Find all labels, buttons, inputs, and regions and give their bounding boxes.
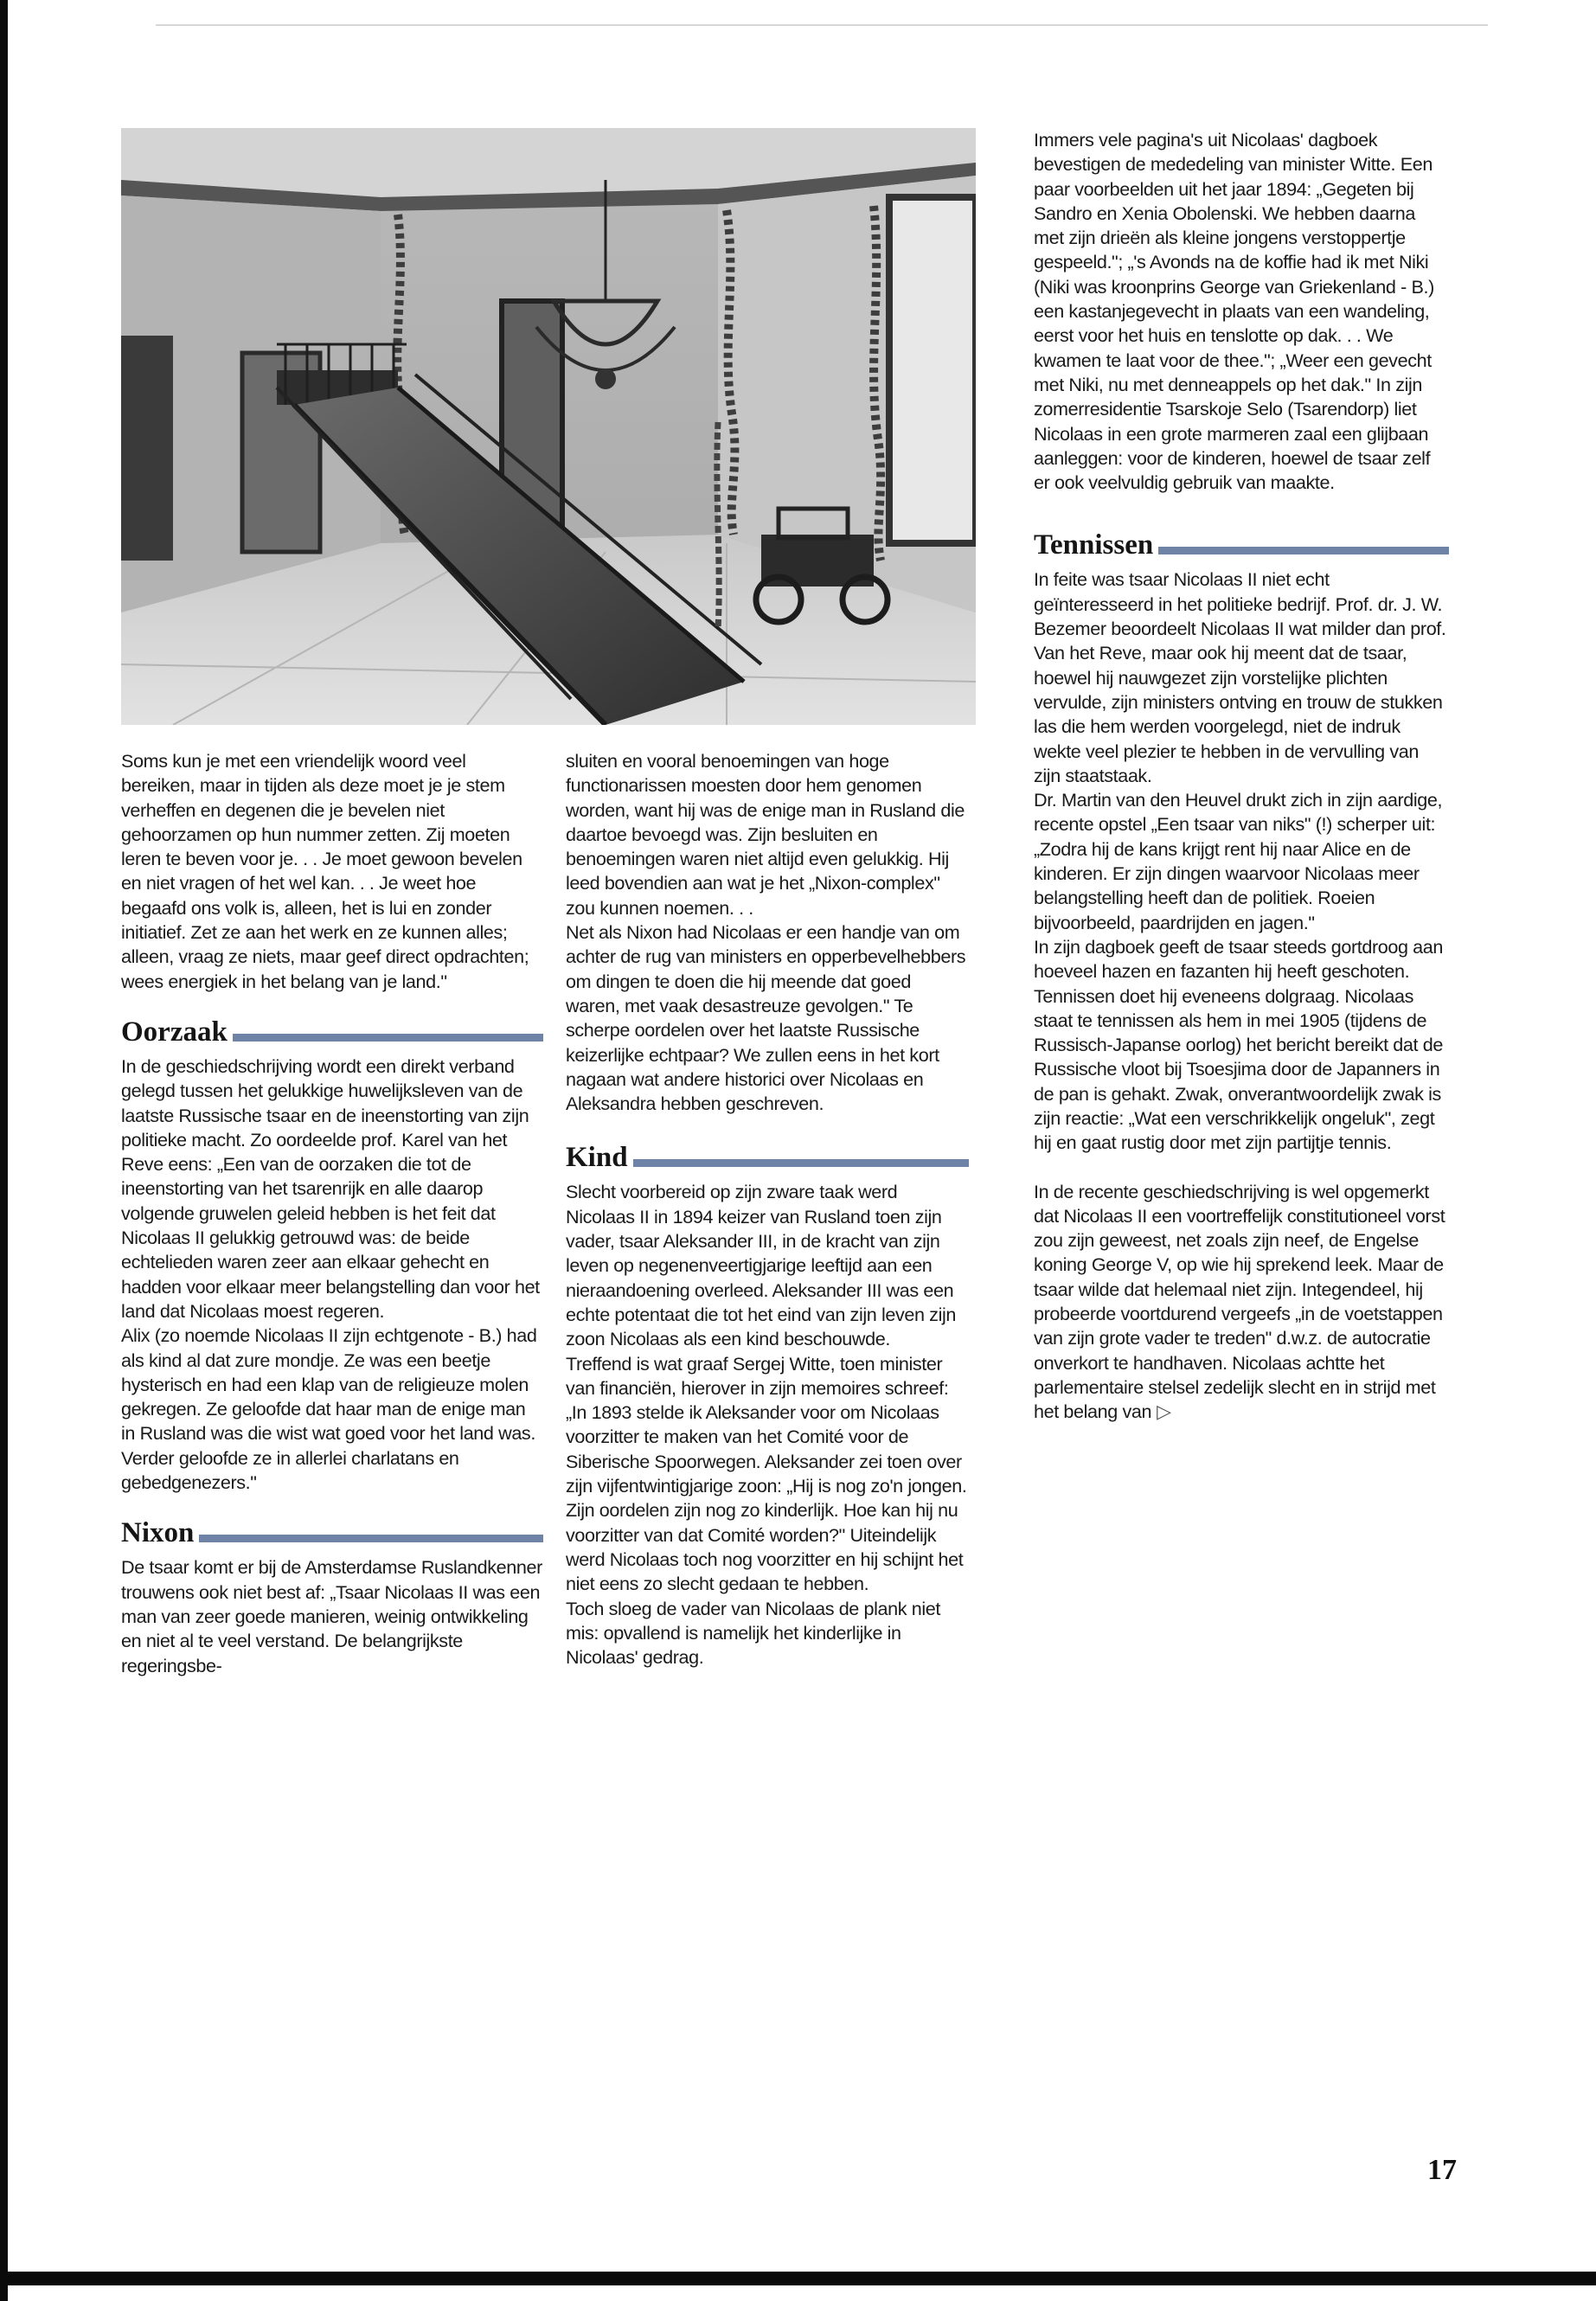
paragraph: Toch sloeg de vader van Nicolaas de plank niet mis: opvallend is namelijk het kinderlijke in Nicolaas' gedrag. <box>566 1597 940 1669</box>
page-number: 17 <box>1427 2154 1457 2186</box>
section-heading-oorzaak <box>121 1016 543 1048</box>
heading-bar <box>199 1535 543 1542</box>
section-heading-tennissen <box>1034 529 1449 561</box>
heading-bar <box>1158 547 1449 554</box>
column-left <box>121 749 543 1678</box>
paragraph: Net als Nixon had Nicolaas er een handje van om achter de rug van ministers en opperbevelhebbers om dingen te doen die hij meende dat goed waren, met vaak desastreuze gevolgen." Te scherpe oordelen over het laatste Russische keizerlijke echtpaar? We zullen eens in het kort nagaan wat andere historici over Nicolaas en Aleksandra hebben geschreven. <box>566 921 966 1115</box>
bottom-scan-edge <box>8 2272 1596 2285</box>
paragraph: In feite was tsaar Nicolaas II niet echt geïnteresseerd in het politieke bedrijf. Prof. dr. J. W. Bezemer beoordeelt Nicolaas II wat milder dan prof. Van het Reve, maar ook hij meent dat de tsaar, hoewel hij nauwgezet zijn vorstelijke plichten vervulde, zijn ministers ontving en trouw de stukken las die hem werden voorgelegd, niet de indruk wekte veel plezier te hebben in de vervulling van zijn staatstaak. <box>1034 568 1446 786</box>
paragraph: Immers vele pagina's uit Nicolaas' dagboek bevestigen de mededeling van minister Witte. Een paar voorbeelden uit het jaar 1894: „Gegeten bij Sandro en Xenia Obolenski. We hebben daarna met zijn drieën als kleine jongens verstoppertje gespeeld."; „'s Avonds na de koffie had ik met Niki (Niki was kroonprins George van Griekenland - B.) een kastanjegevecht in plaats van een wandeling, eerst voor het huis en tenslotte op dak. . . We kwamen te laat voor de thee."; „Weer een gevecht met Niki, nu met denneappels op het dak." In zijn zomerresidentie Tsarskoje Selo (Tsarendorp) liet Nicolaas in een grote marmeren zaal een glijbaan aanleggen: voor de kinderen, hoewel de tsaar zelf er ook veelvuldig gebruik van maakte. <box>1034 129 1434 494</box>
column-right <box>1034 128 1449 1425</box>
section-heading-kind <box>566 1142 969 1173</box>
paragraph: Soms kun je met een vriendelijk woord veel bereiken, maar in tijden als deze moet je je stem verheffen en degenen die je bevelen niet gehoorzamen op hun nummer zetten. Zij moeten leren te beven voor je. . . Je moet gewoon bevelen en niet vragen of het wel kan. . . Je weet hoe begaafd ons volk is, alleen, het is lui en zonder initiatief. Zet ze aan het werk en ze kunnen alles; alleen, vraag ze niets, maar geef direct opdrachten; wees energiek in het belang van je land." <box>121 750 529 992</box>
paragraph <box>1034 1180 1449 1425</box>
left-scan-edge <box>0 0 8 2301</box>
paragraph: Slecht voorbereid op zijn zware taak werd Nicolaas II in 1894 keizer van Rusland toen zijn vader, tsaar Aleksander III, in de kracht van zijn leven op negenenveertigjarige leeftijd aan een nieraandoening overleed. Aleksander III was een echte potentaat die tot het eind van zijn leven zijn zoon Nicolaas als een kind beschouwde. <box>566 1181 956 1350</box>
paragraph: Treffend is wat graaf Sergej Witte, toen minister van financiën, hierover in zijn memoires schreef: „In 1893 stelde ik Aleksander voor om Nicolaas voorzitter te maken van het Comité voor de Siberische Spoorwegen. Aleksander zei toen over zijn vijfentwintigjarige zoon: „Hij is nog zo'n jongen. Zijn oordelen zijn nog zo kinderlijk. Hoe kan hij nu voorzitter van dat Comité worden?" Uiteindelijk werd Nicolaas toch nog voorzitter en hij schijnt het niet eens zo slecht gedaan te hebben. <box>566 1352 967 1595</box>
column-middle <box>566 749 969 1670</box>
paragraph: Alix (zo noemde Nicolaas II zijn echtgenote - B.) had als kind al dat zure mondje. Ze was een beetje hysterisch en had een klap van de religieuze molen gekregen. Ze geloofde dat haar man de enige man in Rusland was die wist wat goed voor het land was. Verder geloofde ze in allerlei charlatans en gebedgenezers." <box>121 1324 537 1494</box>
paragraph: De tsaar komt er bij de Amsterdamse Ruslandkenner trouwens ook niet best af: „Tsaar Nicolaas II was een man van zeer goede manieren, weinig ontwikkeling en niet al te veel verstand. De belangrijkste regeringsbe- <box>121 1556 542 1676</box>
heading-text: Tennissen <box>1034 529 1154 561</box>
photo-marble-hall-slide <box>121 128 976 725</box>
heading-text: Kind <box>566 1142 628 1174</box>
paragraph-text: In de recente geschiedschrijving is wel opgemerkt dat Nicolaas II een voortreffelijk constitutioneel vorst zou zijn geweest, net zoals zijn neef, de Engelse koning George V, op wie hij sprekend leek. Maar de tsaar wilde dat helemaal niet zijn. Integendeel, hij probeerde voortdurend vergeefs „in de voetstappen van zijn grote vader te treden" d.w.z. de autocratie onverkort te handhaven. Nicolaas achtte het parlementaire stelsel zedelijk slecht en in strijd met het belang van <box>1034 1180 1445 1423</box>
heading-bar <box>233 1034 543 1042</box>
paragraph: In de geschiedschrijving wordt een direkt verband gelegd tussen het gelukkige huwelijksleven van de laatste Russische tsaar en de ineenstorting van zijn politieke macht. Zo oordeelde prof. Karel van het Reve eens: „Een van de oorzaken die tot de ineenstorting van het tsarenrijk en alle daarop volgende gruwelen geleid hebben is het feit dat Nicolaas II gelukkig getrouwd was: de beide echtelieden waren zeer aan elkaar gehecht en hadden voor elkaar meer belangstelling dan voor het land dat Nicolaas moest regeren. <box>121 1054 540 1322</box>
photo-illustration <box>121 128 976 725</box>
heading-text: Nixon <box>121 1517 195 1549</box>
paragraph: In zijn dagboek geeft de tsaar steeds gortdroog aan hoeveel hazen en fazanten hij heeft geschoten. Tennissen doet hij eveneens dolgraag. Nicolaas staat te tennissen als hem in mei 1905 (tijdens de Russisch-Japanse oorlog) het bericht bereikt dat de Russische vloot bij Tsoesjima door de Japanners in de pan is gehakt. Zwak, onverantwoordelijk zwak is zijn reactie: „Wat een verschrikkelijk ongeluk", zegt hij en gaat rustig door met zijn partijtje tennis. <box>1034 935 1443 1154</box>
heading-bar <box>633 1159 969 1167</box>
top-rule <box>156 24 1488 26</box>
section-heading-nixon <box>121 1517 543 1548</box>
heading-text: Oorzaak <box>121 1016 228 1048</box>
continue-arrow-icon: ▷ <box>1157 1400 1171 1423</box>
paragraph: sluiten en vooral benoemingen van hoge functionarissen moesten door hem genomen worden, want hij was de enige man in Rusland die daartoe bevoegd was. Zijn besluiten en benoemingen waren niet altijd even gelukkig. Hij leed bovendien aan wat je het „Nixon-complex" zou kunnen noemen. . . <box>566 750 965 919</box>
paragraph: Dr. Martin van den Heuvel drukt zich in zijn aardige, recente opstel „Een tsaar van niks" (!) scherper uit: „Zodra hij de kans krijgt rent hij naar Alice en de kinderen. Er zijn dingen waarvoor Nicolaas meer belangstelling heeft dan de politiek. Roeien bijvoorbeeld, paardrijden en jagen." <box>1034 789 1443 933</box>
